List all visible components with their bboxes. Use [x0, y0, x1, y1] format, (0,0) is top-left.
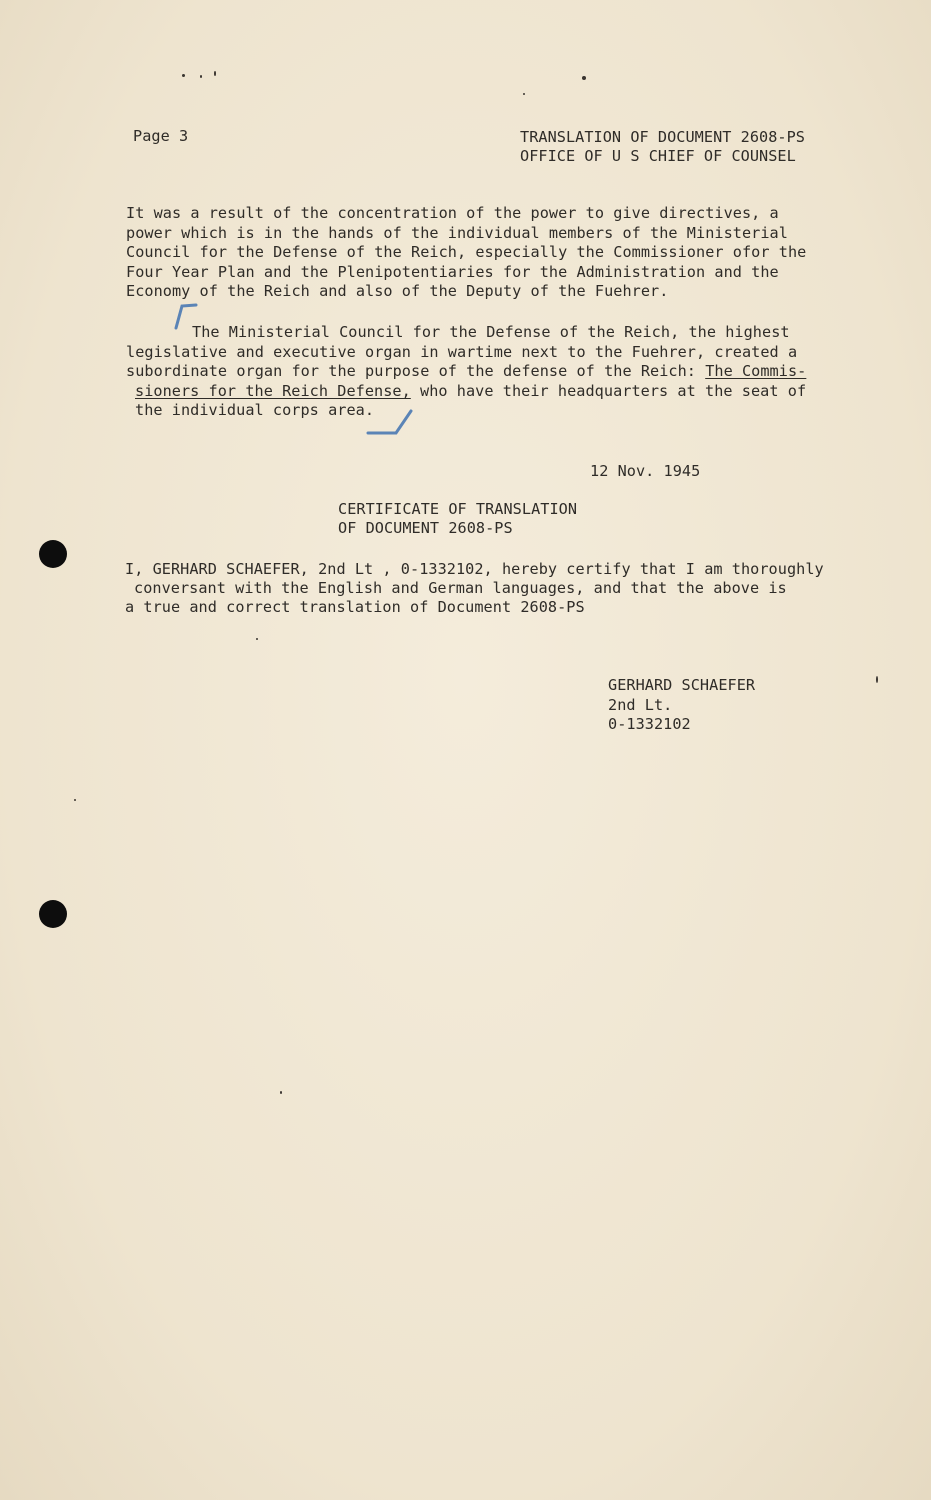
text-line: Council for the Defense of the Reich, especially the Commissioner ofor the — [126, 243, 807, 262]
certificate-title: OF DOCUMENT 2608-PS — [338, 519, 513, 537]
paper-speck — [280, 1091, 282, 1094]
signature-name: GERHARD SCHAEFER — [608, 676, 756, 694]
punch-hole — [39, 900, 67, 928]
signature-serial: 0-1332102 — [608, 715, 691, 734]
paper-speck — [182, 74, 185, 77]
underlined-text: sioners for the Reich Defense, — [135, 381, 411, 400]
office-line: OFFICE OF U S CHIEF OF COUNSEL — [520, 147, 796, 165]
text-span: who have their headquarters at the seat of — [410, 381, 807, 400]
certificate-line: I, GERHARD SCHAEFER, 2nd Lt , 0-1332102, hereby certify that I am thoroughly — [125, 560, 824, 578]
page-label: Page 3 — [133, 127, 189, 145]
paper-speck — [876, 676, 878, 683]
paper-speck — [523, 93, 525, 95]
certificate-line: a true and correct translation of Document 2608-PS — [125, 598, 585, 616]
text-line — [126, 382, 806, 402]
text-line: legislative and executive organ in wartime next to the Fuehrer, created a — [126, 342, 798, 361]
paper-speck — [256, 638, 258, 640]
text-line: power which is in the hands of the individual members of the Ministerial — [126, 223, 788, 242]
signature-block — [608, 676, 755, 735]
document-title: TRANSLATION OF DOCUMENT 2608-PS — [520, 128, 806, 146]
text-line — [126, 323, 806, 343]
paragraph-2 — [126, 323, 806, 421]
paper-speck — [582, 76, 586, 80]
paper-speck — [214, 71, 216, 76]
date: 12 Nov. 1945 — [590, 462, 701, 480]
text-line: It was a result of the concentration of the power to give directives, a — [126, 204, 779, 222]
certificate-line: conversant with the English and German languages, and that the above is — [134, 579, 787, 597]
text-span: The Ministerial Council for the Defense of the Reich, the highest — [192, 323, 790, 341]
paragraph-1 — [126, 204, 806, 302]
text-line — [126, 362, 806, 382]
text-span: subordinate organ for the purpose of the defense of the Reich: — [126, 362, 706, 381]
signature-rank: 2nd Lt. — [608, 695, 673, 714]
pencil-bracket-mark — [366, 405, 416, 435]
paper-speck — [200, 75, 202, 78]
text-line: the individual corps area. — [135, 401, 375, 420]
underlined-text: The Commis- — [705, 362, 807, 381]
paper-speck — [74, 799, 76, 801]
text-line: Four Year Plan and the Plenipotentiaries for the Administration and the — [126, 262, 779, 281]
certificate-title: CERTIFICATE OF TRANSLATION — [338, 500, 578, 518]
text-line: Economy of the Reich and also of the Deputy of the Fuehrer. — [126, 282, 669, 301]
punch-hole — [39, 540, 67, 568]
